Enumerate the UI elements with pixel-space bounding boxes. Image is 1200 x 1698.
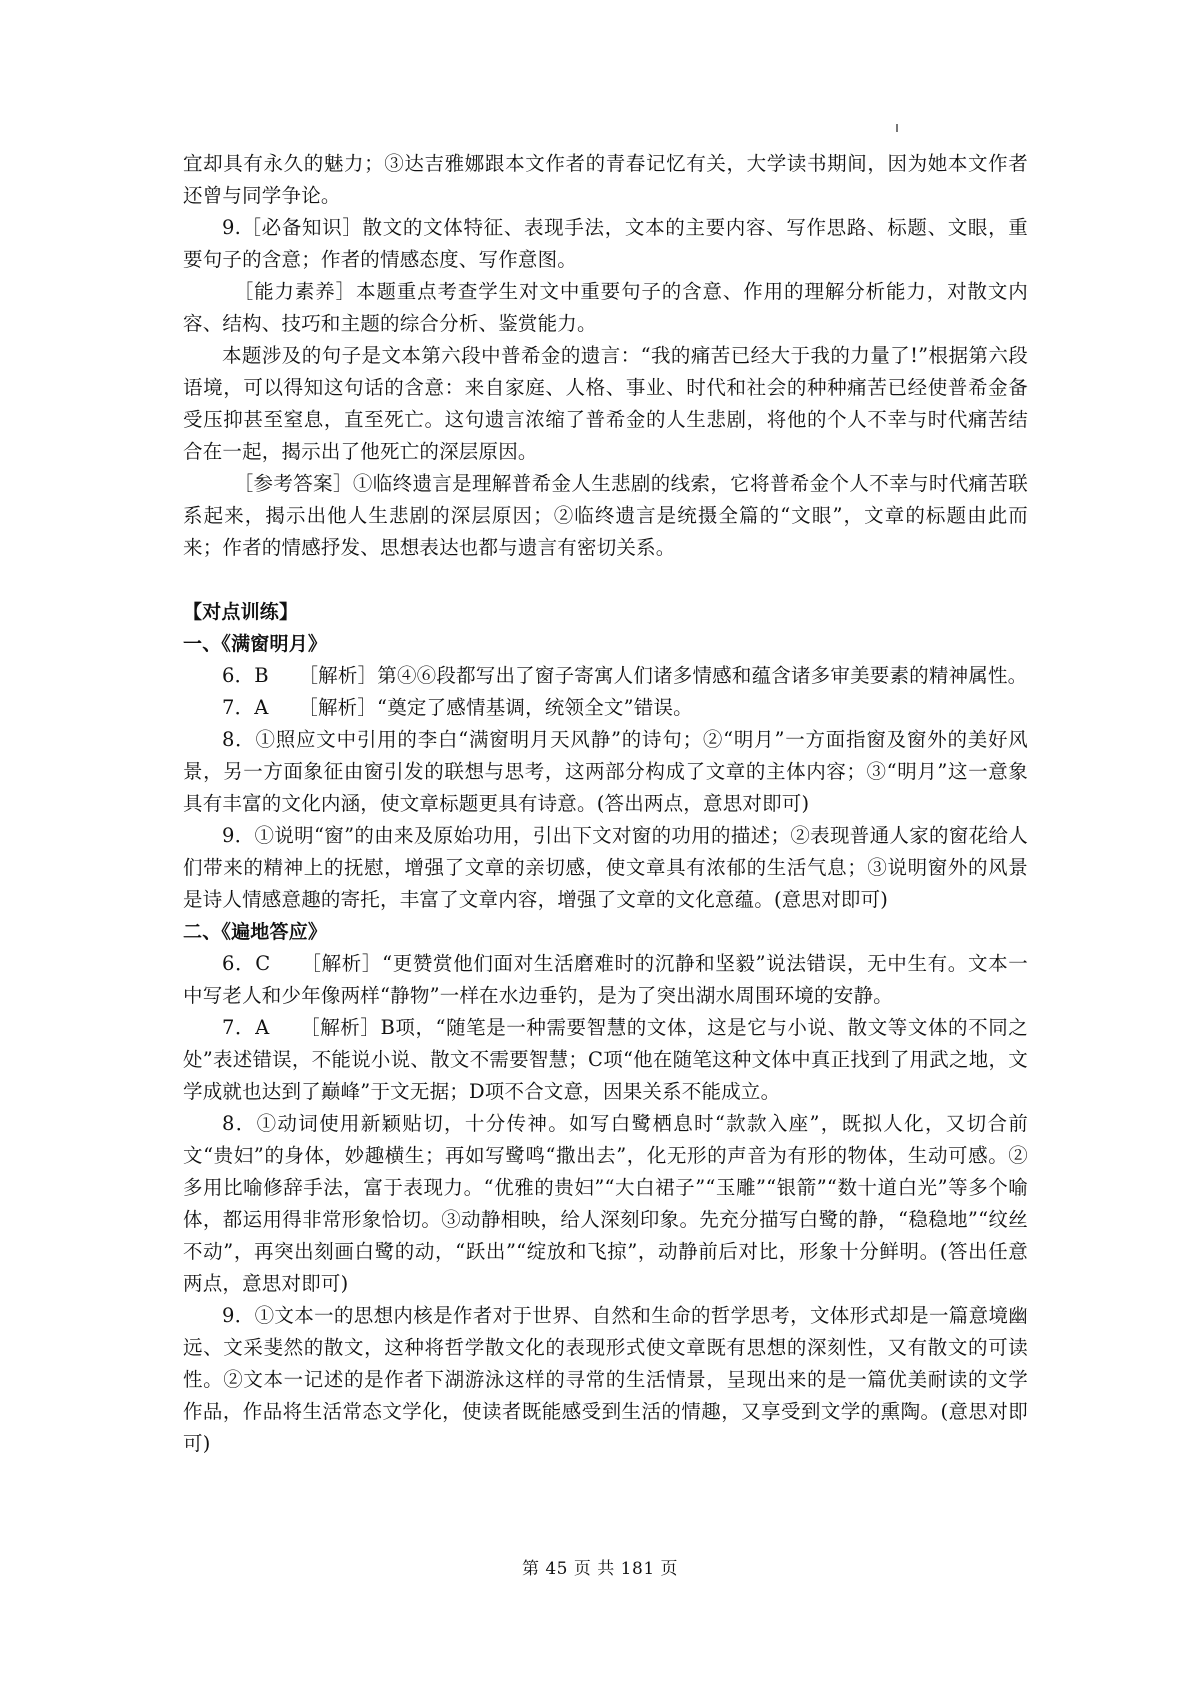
answer-item: 6．B ［解析］第④⑥段都写出了窗子寄寓人们诸多情感和蕴含诸多审美要素的精神属性。 [222,664,1028,687]
answer-item: 9．①文本一的思想内核是作者对于世界、自然和生命的哲学思考，文体形式却是一篇意境幽远、文采斐然的散文，这种将哲学散文化的表现形式使文章既有思想的深刻性，又有散文的可读性。②文本一记述的是作者下湖游泳这样的寻常的生活情景，呈现出来的是一篇优美耐读的文学作品，作品将生活常态文学化，使读者既能感受到生活的情趣，又享受到文学的熏陶。(意思对即可) [183,1304,1028,1455]
answer-item: 8．①照应文中引用的李白“满窗明月天风静”的诗句；②“明月”一方面指窗及窗外的美好风景，另一方面象征由窗引发的联想与思考，这两部分构成了文章的主体内容；③“明月”这一意象具有丰富的文化内涵，使文章标题更具有诗意。(答出两点，意思对即可) [183,728,1028,815]
part-title-1: 一、《满窗明月》 [183,633,328,655]
paragraph: ［参考答案］①临终遗言是理解普希金人生悲剧的线索，它将普希金个人不幸与时代痛苦联系起来，揭示出他人生悲剧的深层原因；②临终遗言是统摄全篇的“文眼”，文章的标题由此而来；作者的情感抒发、思想表达也都与遗言有密切关系。 [183,472,1028,559]
paragraph: 本题涉及的句子是文本第六段中普希金的遗言：“我的痛苦已经大于我的力量了!”根据第六段语境，可以得知这句话的含意：来自家庭、人格、事业、时代和社会的种种痛苦已经使普希金备受压抑甚至窒息，直至死亡。这句遗言浓缩了普希金的人生悲剧，将他的个人不幸与时代痛苦结合在一起，揭示出了他死亡的深层原因。 [183,344,1028,463]
answer-item: 6．C ［解析］“更赞赏他们面对生活磨难时的沉静和坚毅”说法错误，无中生有。文本一中写老人和少年像两样“静物”一样在水边垂钓，是为了突出湖水周围环境的安静。 [183,952,1028,1007]
paragraph: 宜却具有永久的魅力；③达吉雅娜跟本文作者的青春记忆有关，大学读书期间，因为她本文作者还曾与同学争论。 [183,152,1028,207]
page-mark [896,124,898,132]
part-title-2: 二、《遍地答应》 [183,921,328,943]
paragraph: ［能力素养］本题重点考查学生对文中重要句子的含意、作用的理解分析能力，对散文内容、结构、技巧和主题的综合分析、鉴赏能力。 [183,280,1028,335]
document-body [183,148,1028,1460]
paragraph: 9.［必备知识］散文的文体特征、表现手法，文本的主要内容、写作思路、标题、文眼，重要句子的含意；作者的情感态度、写作意图。 [183,216,1028,271]
section-title: 【对点训练】 [183,601,299,623]
answer-item: 7．A ［解析］B项，“随笔是一种需要智慧的文体，这是它与小说、散文等文体的不同之处”表述错误，不能说小说、散文不需要智慧；C项“他在随笔这种文体中真正找到了用武之地，文学成就也达到了巅峰”于文无据；D项不合文意，因果关系不能成立。 [183,1016,1028,1103]
spacer [183,564,1028,596]
page-footer: 第 45 页 共 181 页 [521,1559,679,1579]
answer-item: 9．①说明“窗”的由来及原始功用，引出下文对窗的功用的描述；②表现普通人家的窗花给人们带来的精神上的抚慰，增强了文章的亲切感，使文章具有浓郁的生活气息；③说明窗外的风景是诗人情感意趣的寄托，丰富了文章内容，增强了文章的文化意蕴。(意思对即可) [183,824,1028,911]
answer-item: 7．A ［解析］“奠定了感情基调，统领全文”错误。 [222,696,693,719]
answer-item: 8．①动词使用新颖贴切，十分传神。如写白鹭栖息时“款款入座”，既拟人化，又切合前文“贵妇”的身体，妙趣横生；再如写鹭鸣“撒出去”，化无形的声音为有形的物体，生动可感。②多用比喻修辞手法，富于表现力。“优雅的贵妇”“大白裙子”“玉雕”“银箭”“数十道白光”等多个喻体，都运用得非常形象恰切。③动静相映，给人深刻印象。先充分描写白鹭的静，“稳稳地”“纹丝不动”，再突出刻画白鹭的动，“跃出”“绽放和飞掠”，动静前后对比，形象十分鲜明。(答出任意两点，意思对即可) [183,1112,1028,1295]
